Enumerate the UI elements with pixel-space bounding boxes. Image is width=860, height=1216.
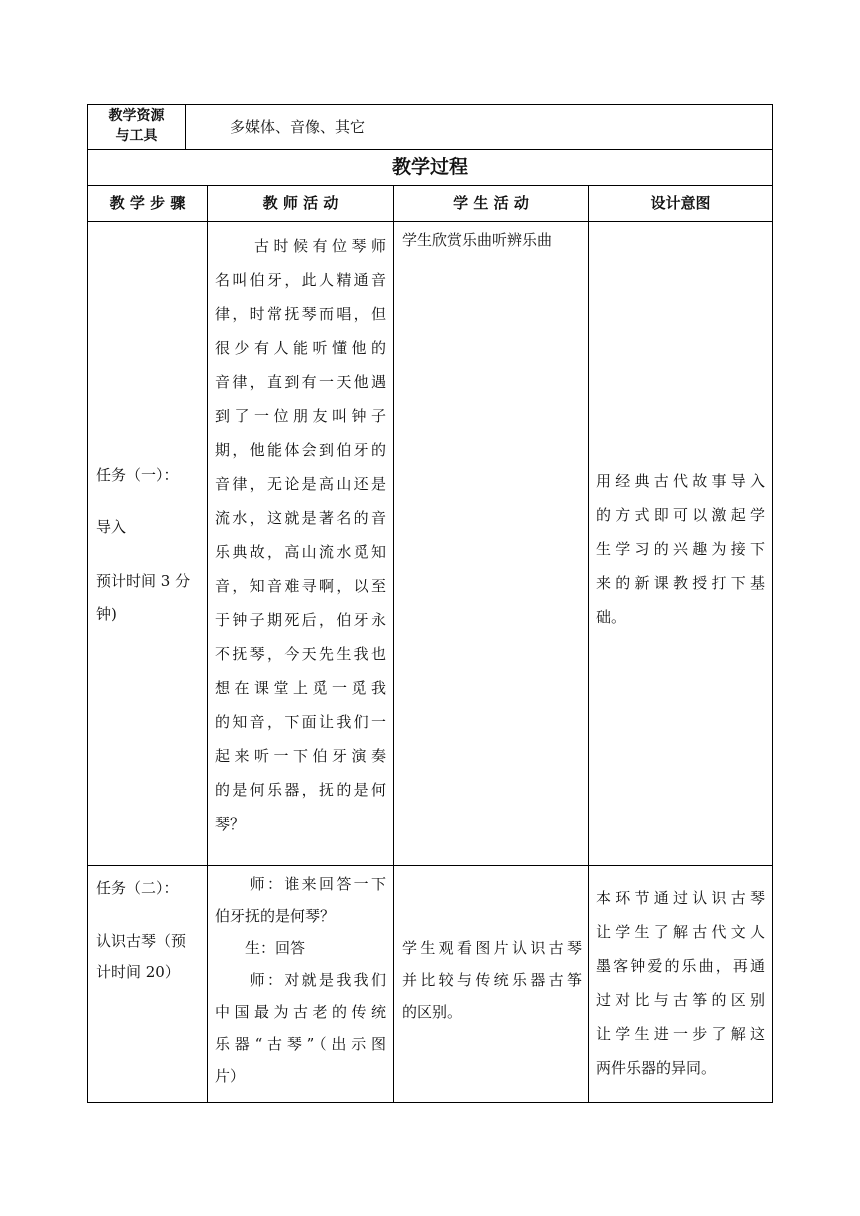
- grid-line: [87, 149, 773, 150]
- text-line: 础。: [596, 608, 627, 626]
- header-teacher: 教 师 活 动: [262, 194, 339, 212]
- row2-step-line2: 认识古琴（预: [96, 932, 187, 950]
- grid-line: [87, 104, 773, 105]
- text-line: 到了一位朋友叫钟子: [215, 407, 386, 425]
- text-line: 乐器“古琴”（出示图: [215, 1035, 386, 1053]
- text-line: 本环节通过认识古琴: [596, 889, 765, 907]
- text-line: 师：谁来回答一下: [215, 875, 386, 893]
- row1-student-activity: 学生欣赏乐曲听辨乐曲: [402, 231, 553, 249]
- text-line: 用经典古代故事导入: [596, 472, 765, 490]
- grid-line: [87, 865, 773, 866]
- row2-step-line3: 计时间 20）: [96, 963, 180, 981]
- grid-line: [87, 1102, 773, 1103]
- resources-value: 多媒体、音像、其它: [230, 118, 366, 136]
- text-line: 期，他能体会到伯牙的: [215, 441, 386, 459]
- header-design: 设计意图: [650, 194, 711, 212]
- text-line: 起来听一下伯牙演奏: [215, 747, 386, 765]
- resources-label-line1: 教学资源: [108, 108, 165, 124]
- text-line: 过对比与古筝的区别: [596, 991, 765, 1009]
- text-line: 学生观看图片认识古琴: [402, 939, 582, 957]
- text-line: 让学生了解古代文人: [596, 923, 765, 941]
- text-line: 中国最为古老的传统: [215, 1003, 386, 1021]
- text-line: 的方式即可以激起学: [596, 506, 765, 524]
- text-line: 乐典故，高山流水觅知: [215, 543, 386, 561]
- text-line: 很少有人能听懂他的: [215, 339, 386, 357]
- row1-step-line1: 任务（一）：: [96, 466, 179, 484]
- header-steps: 教 学 步 骤: [109, 194, 186, 212]
- text-line: 来的新课教授打下基: [596, 574, 765, 592]
- row1-design-intent: [596, 464, 765, 634]
- row2-step-line1: 任务（二）：: [96, 879, 179, 897]
- grid-line: [588, 185, 589, 1103]
- text-line: 想在课堂上觅一觅我: [215, 679, 386, 697]
- resources-label-line2: 与工具: [115, 128, 158, 144]
- text-line: 名叫伯牙，此人精通音: [215, 271, 386, 289]
- row2-teacher-activity: [215, 868, 386, 1092]
- text-line: 的是何乐器，抚的是何: [215, 781, 386, 799]
- grid-line: [772, 104, 773, 1103]
- text-line: 琴？: [215, 815, 246, 833]
- grid-line: [393, 185, 394, 1103]
- text-line: 不抚琴，今天先生我也: [215, 645, 386, 663]
- row1-teacher-activity: [215, 229, 386, 841]
- row1-step-line4: 钟): [96, 605, 117, 623]
- row1-step-line3: 预计时间 3 分: [96, 572, 191, 590]
- text-line: 音律，无论是高山还是: [215, 475, 386, 493]
- process-title: 教学过程: [391, 156, 468, 178]
- text-line: 让学生进一步了解这: [596, 1025, 765, 1043]
- text-line: 流水，这就是著名的音: [215, 509, 386, 527]
- text-line: 律，时常抚琴而唱，但: [215, 305, 386, 323]
- grid-line: [207, 185, 208, 1103]
- text-line: 的知音，下面让我们一: [215, 713, 386, 731]
- grid-line: [87, 185, 773, 186]
- text-line: 的区别。: [402, 1003, 463, 1021]
- text-line: 于钟子期死后，伯牙永: [215, 611, 386, 629]
- grid-line: [185, 104, 186, 149]
- text-line: 音律，直到有一天他遇: [215, 373, 386, 391]
- text-line: 生：回答: [215, 939, 306, 957]
- text-line: 并比较与传统乐器古筝: [402, 971, 582, 989]
- header-student: 学 生 活 动: [453, 194, 529, 212]
- text-line: 师：对就是我我们: [215, 971, 386, 989]
- row2-design-intent: [596, 881, 765, 1085]
- text-line: 墨客钟爱的乐曲，再通: [596, 957, 765, 975]
- text-line: 古时候有位琴师: [215, 237, 386, 255]
- grid-line: [87, 221, 773, 222]
- grid-line: [87, 104, 88, 1103]
- text-line: 片）: [215, 1067, 246, 1085]
- row1-step-line2: 导入: [96, 518, 127, 536]
- text-line: 两件乐器的异同。: [596, 1059, 717, 1077]
- text-line: 伯牙抚的是何琴？: [215, 907, 336, 925]
- text-line: 音，知音难寻啊，以至: [215, 577, 386, 595]
- text-line: 生学习的兴趣为接下: [596, 540, 765, 558]
- row2-student-activity: [402, 932, 582, 1028]
